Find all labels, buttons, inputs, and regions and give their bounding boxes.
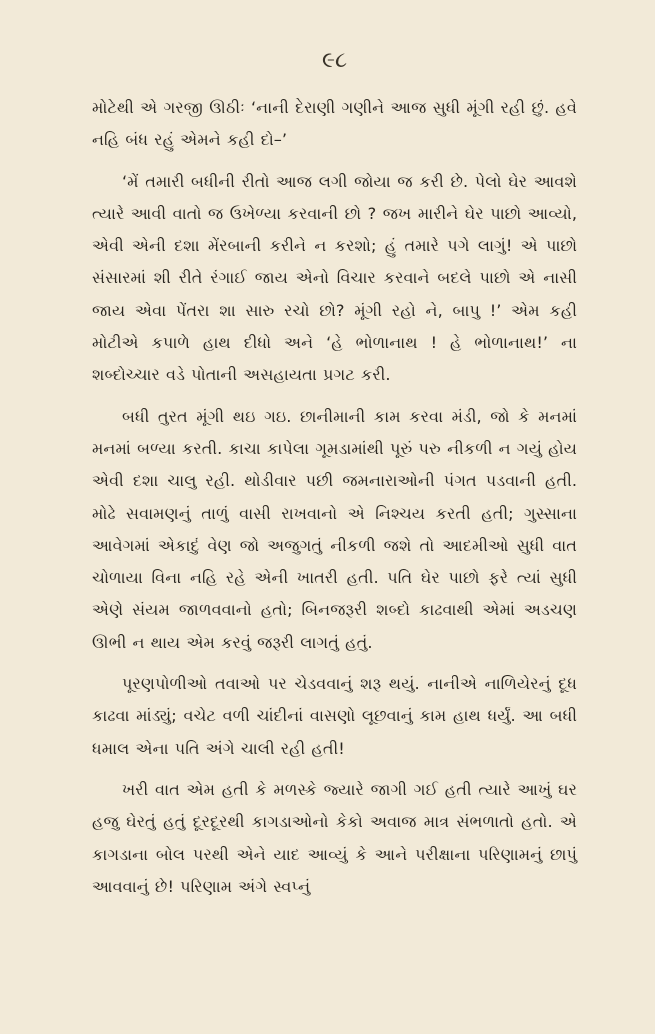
paragraph: ‘મેં તમારી બધીની રીતો આજ લગી જોયા જ કરી છે. પેલો ઘેર આવશે ત્યારે આવી વાતો જ ઉખેળ્યા કરવાની છો ? જખ મારીને ઘેર પાછો આવ્યો, એવી એની દશા મેંરબાની કરીને ન કરશો; હું તમારે પગે લાગું! એ પાછો સંસારમાં શી રીતે રંગાઈ જાય એનો વિચાર કરવાને બદલે પાછો એ નાસી જાય એવા પેંતરા શા સારુ રચો છો? મૂંગી રહો ને, બાપુ !’ એમ કહી મોટીએ કપાળે હાથ દીધો અને ‘હે ભોળાનાથ ! હે ભોળાનાથ!’ ના શબ્દોચ્ચાર વડે પોતાની અસહાયતા પ્રગટ કરી. — [92, 171, 577, 385]
page-body — [92, 92, 577, 903]
paragraph: બધી તુરત મૂંગી થઇ ગઇ. છાનીમાની કામ કરવા મંડી, જો કે મનમાં મનમાં બળ્યા કરતી. કાચા કાપેલા ગૂમડામાંથી પૂરું પરુ નીકળી ન ગયું હોય એવી દશા ચાલુ રહી. થોડીવાર પછી જમનારાઓની પંગત પડવાની હતી. મોઢે સવામણનું તાળું વાસી રાખવાનો એ નિશ્ચય કરતી હતી; ગુસ્સાના આવેગમાં એકાદું વેણ જો અજુગતું નીકળી જશે તો આદમીઓ સુધી વાત ચોળાયા વિના નહિ રહે એની ખાતરી હતી. પતિ ઘેર પાછો ફરે ત્યાં સુધી એણે સંયમ જાળવવાનો હતો; બિનજરૂરી શબ્દો કાઢવાથી એમાં અડચણ ઊભી ન થાય એમ કરવું જરૂરી લાગતું હતું. — [92, 406, 577, 652]
paragraph: મોટેથી એ ગરજી ઊઠીઃ ‘નાની દેરાણી ગણીને આજ સુધી મૂંગી રહી છું. હવે નહિ બંધ રહું એમને કહી દો–’ — [92, 98, 577, 150]
page-number: ૯૮ — [321, 48, 348, 73]
paragraph: પૂરણપોળીઓ તવાઓ પર ચેડવવાનું શરૂ થયું. નાનીએ નાળિયેરનું દૂધ કાઢવા માંડ્યું; વચેટ વળી ચાંદીનાં વાસણો લૂછવાનું કામ હાથ ધર્યું. આ બધી ધમાલ એના પતિ અંગે ચાલી રહી હતી! — [92, 674, 577, 758]
paragraph: ખરી વાત એમ હતી કે મળસ્કે જ્યારે જાગી ગઈ હતી ત્યારે આખું ઘર હજુ ઘેરતું હતું દૂરદૂરથી કાગડાઓનો કેકો અવાજ માત્ર સંભળાતો હતો. એ કાગડાના બોલ પરથી એને યાદ આવ્યું કે આને પરીક્ષાના પરિણામનું છાપું આવવાનું છે! પરિણામ અંગે સ્વપ્નું — [92, 779, 577, 896]
